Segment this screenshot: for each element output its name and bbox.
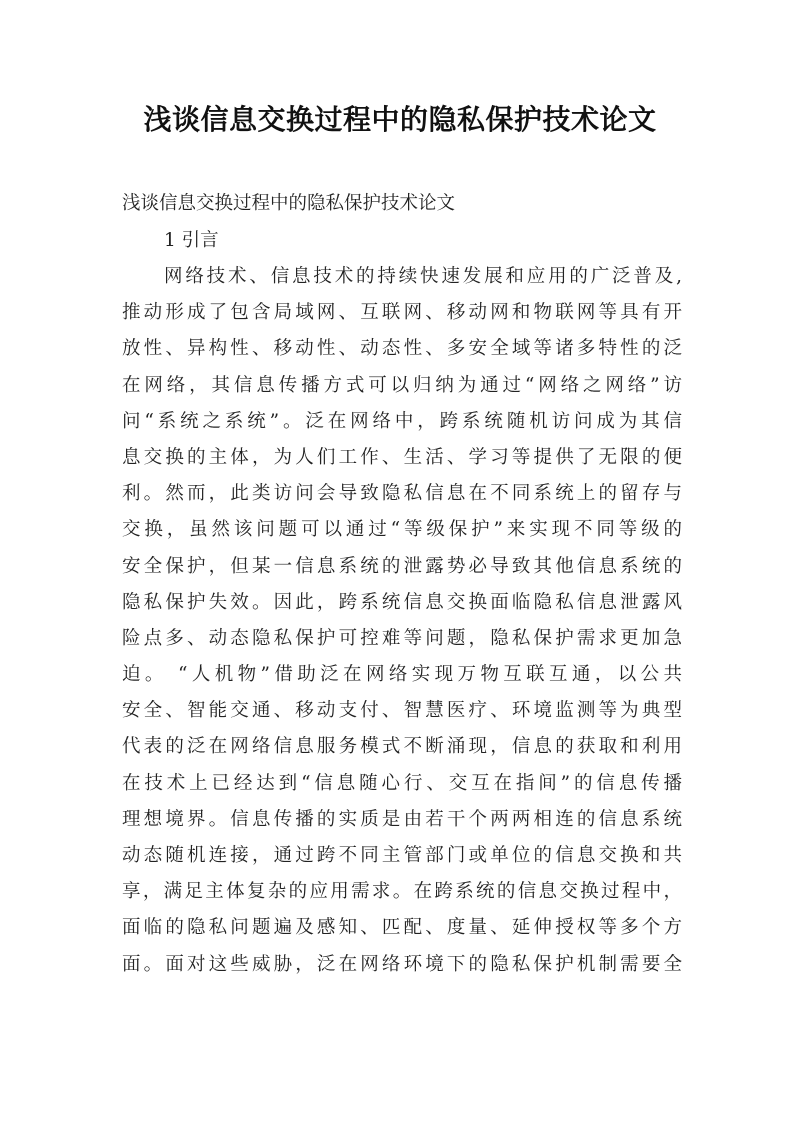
paragraph-line: 面。面对这些威胁，泛在网络环境下的隐私保护机制需要全 xyxy=(122,953,682,975)
section-heading: 1 引言 xyxy=(164,230,219,251)
document-subtitle: 浅谈信息交换过程中的隐私保护技术论文 xyxy=(122,193,456,214)
document-body xyxy=(122,185,682,983)
paragraph-line: 问“系统之系统”。泛在网络中，跨系统随机访问成为其信 xyxy=(122,410,682,432)
paragraph-line: 利。然而，此类访问会导致隐私信息在不同系统上的留存与 xyxy=(122,483,682,505)
paragraph-line: 隐私保护失效。因此，跨系统信息交换面临隐私信息泄露风 xyxy=(122,591,682,613)
paragraph-line: 代表的泛在网络信息服务模式不断涌现，信息的获取和利用 xyxy=(122,736,682,758)
paragraph-line: 息交换的主体，为人们工作、生活、学习等提供了无限的便 xyxy=(122,446,682,468)
paragraph-line: 险点多、动态隐私保护可控难等问题，隐私保护需求更加急 xyxy=(122,627,682,649)
paragraph-line: 在网络，其信息传播方式可以归纳为通过“网络之网络”访 xyxy=(122,374,682,396)
paragraph-line: 在技术上已经达到“信息随心行、交互在指间”的信息传播 xyxy=(122,772,682,794)
paragraph-line: 交换，虽然该问题可以通过“等级保护”来实现不同等级的 xyxy=(122,519,682,541)
paragraph-line: 安全、智能交通、移动支付、智慧医疗、环境监测等为典型 xyxy=(122,700,682,722)
paragraph-line: 迫。 “人机物”借助泛在网络实现万物互联互通，以公共 xyxy=(122,664,682,686)
document-title: 浅谈信息交换过程中的隐私保护技术论文 xyxy=(143,103,657,136)
paragraph-line: 理想境界。信息传播的实质是由若干个两两相连的信息系统 xyxy=(122,808,682,830)
paragraph-line: 安全保护，但某一信息系统的泄露势必导致其他信息系统的 xyxy=(122,555,682,577)
body-paragraph xyxy=(122,259,682,983)
paragraph-line: 动态随机连接，通过跨不同主管部门或单位的信息交换和共 xyxy=(122,845,682,866)
paragraph-line: 享，满足主体复杂的应用需求。在跨系统的信息交换过程中， xyxy=(122,881,682,903)
paragraph-line: 推动形成了包含局域网、互联网、移动网和物联网等具有开 xyxy=(122,302,682,324)
paragraph-line: 网络技术、信息技术的持续快速发展和应用的广泛普及, xyxy=(164,266,682,287)
paragraph-line: 放性、异构性、移动性、动态性、多安全域等诸多特性的泛 xyxy=(122,338,682,360)
paragraph-line: 面临的隐私问题遍及感知、匹配、度量、延伸授权等多个方 xyxy=(122,917,682,939)
